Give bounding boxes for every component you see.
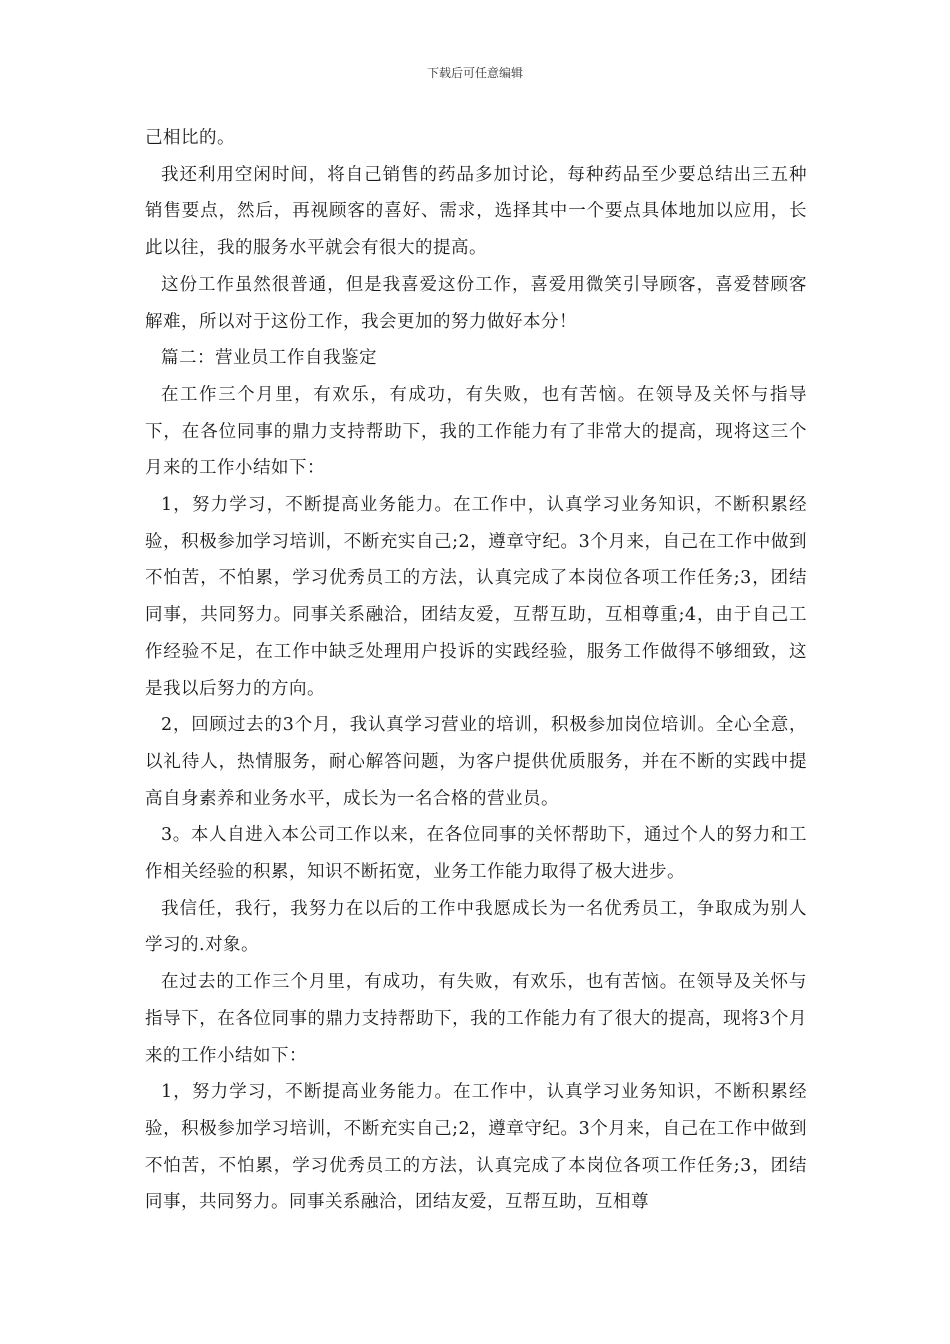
paragraph: 在工作三个月里，有欢乐，有成功，有失败，也有苦恼。在领导及关怀与指导下，在各位同事的鼎力支持帮助下，我的工作能力有了非常大的提高，现将这三个月来的工作小结如下：: [145, 384, 807, 479]
paragraph: 这份工作虽然很普通，但是我喜爱这份工作，喜爱用微笑引导顾客，喜爱替顾客解难，所以对于这份工作，我会更加的努力做好本分！: [145, 274, 807, 332]
paragraph: 1，努力学习，不断提高业务能力。在工作中，认真学习业务知识，不断积累经验，积极参加学习培训，不断充实自己;2，遵章守纪。3个月来，自己在工作中做到不怕苦，不怕累，学习优秀员工的方法，认真完成了本岗位各项工作任务;3，团结同事，共同努力。同事关系融洽，团结友爱，互帮互助，互相尊: [145, 1082, 807, 1213]
section-heading: 篇二：营业员工作自我鉴定: [161, 348, 377, 369]
paragraph: 2，回顾过去的3个月，我认真学习营业的培训，积极参加岗位培训。全心全意，以礼待人，热情服务，耐心解答问题，为客户提供优质服务，并在不断的实践中提高自身素养和业务水平，成长为一名合格的营业员。: [145, 715, 807, 809]
paragraph: 1，努力学习，不断提高业务能力。在工作中，认真学习业务知识，不断积累经验，积极参加学习培训，不断充实自己;2，遵章守纪。3个月来，自己在工作中做到不怕苦，不怕累，学习优秀员工的方法，认真完成了本岗位各项工作任务;3，团结同事，共同努力。同事关系融洽，团结友爱，互帮互助，互相尊重;4，由于自己工作经验不足，在工作中缺乏处理用户投诉的实践经验，服务工作做得不够细致，这是我以后努力的方向。: [145, 495, 807, 699]
paragraph: 己相比的。: [145, 128, 235, 148]
paragraph: 我信任，我行，我努力在以后的工作中我愿成长为一名优秀员工，争取成为别人学习的.对象。: [145, 898, 807, 956]
page-header: 下载后可任意编辑: [426, 66, 523, 80]
paragraph: 在过去的工作三个月里，有成功，有失败，有欢乐，也有苦恼。在领导及关怀与指导下，在各位同事的鼎力支持帮助下，我的工作能力有了很大的提高，现将3个月来的工作小结如下：: [145, 972, 807, 1066]
paragraph: 我还利用空闲时间，将自己销售的药品多加讨论，每种药品至少要总结出三五种销售要点，然后，再视顾客的喜好、需求，选择其中一个要点具体地加以应用，长此以往，我的服务水平就会有很大的提高。: [145, 164, 807, 259]
document-body: [145, 120, 807, 1221]
paragraph: 3。本人自进入本公司工作以来，在各位同事的关怀帮助下，通过个人的努力和工作相关经验的积累，知识不断拓宽，业务工作能力取得了极大进步。: [145, 825, 807, 883]
